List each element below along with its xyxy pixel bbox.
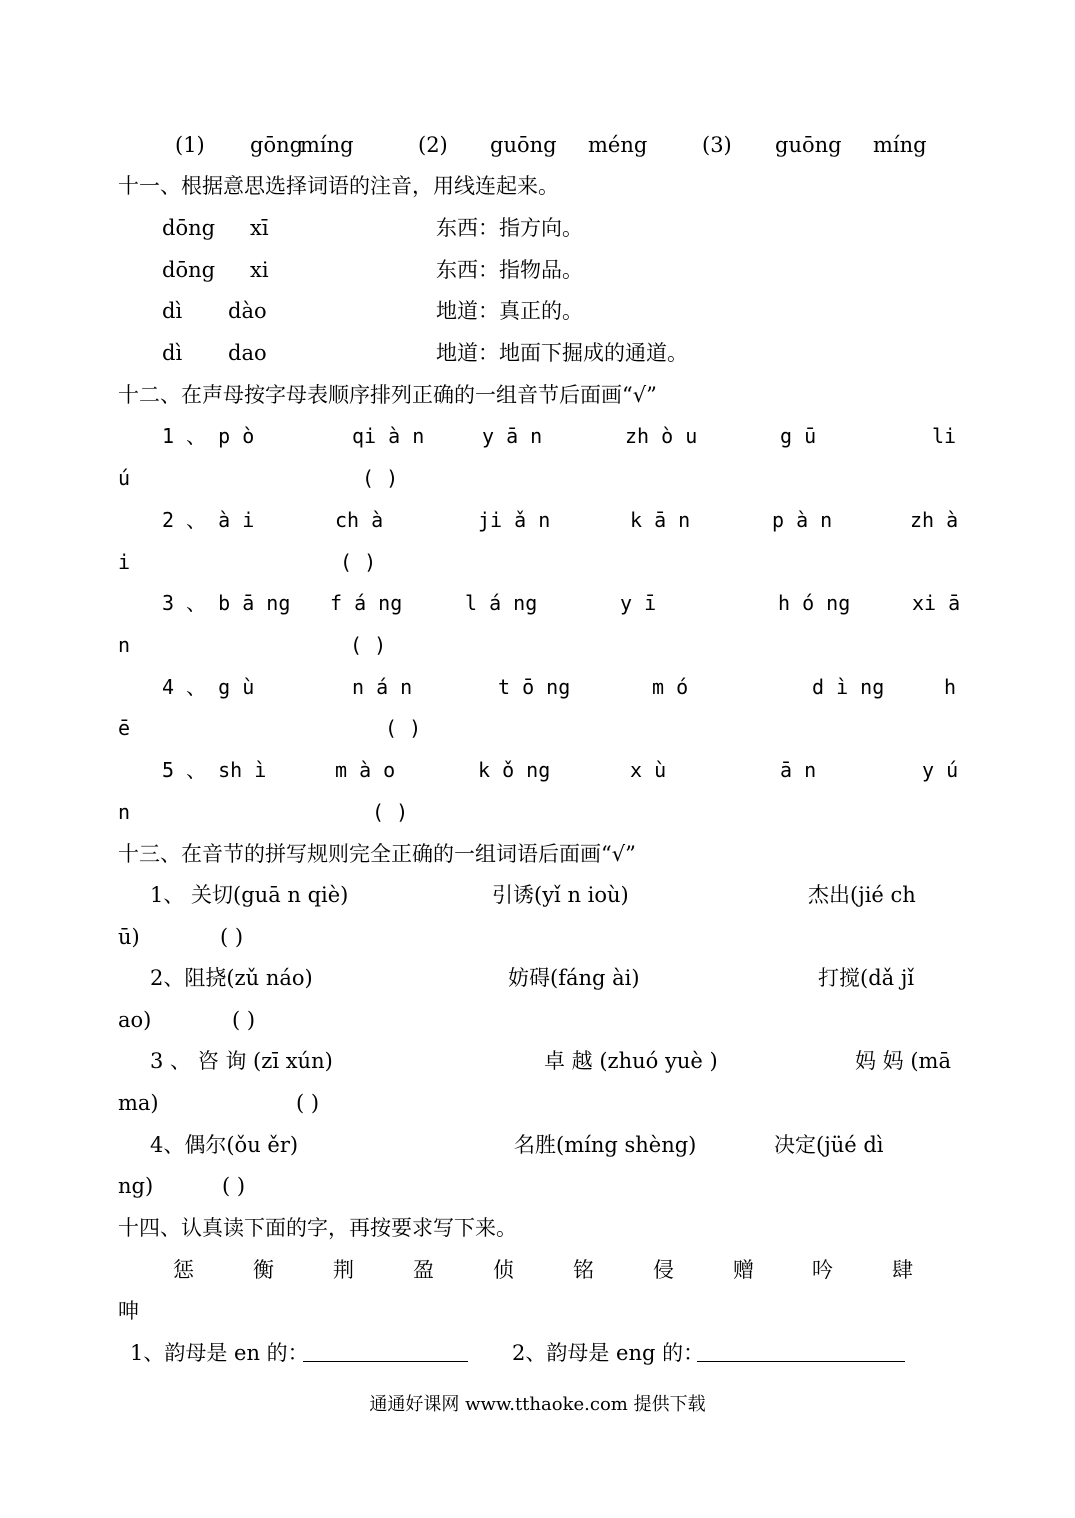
char-1: 惩 bbox=[173, 1258, 194, 1282]
question-en: 1、韵母是 en 的： bbox=[130, 1341, 309, 1365]
char-7: 侵 bbox=[653, 1258, 674, 1282]
s13-row4-word2: 名胜(míng shèng) bbox=[514, 1133, 697, 1157]
section-14-title: 十四、认真读下面的字，再按要求写下来。 bbox=[118, 1216, 517, 1240]
s12-row4-tail: ē bbox=[118, 716, 131, 740]
option-2-syl1: guōng bbox=[490, 133, 557, 157]
s12-row3-cell6: xi ā bbox=[912, 591, 961, 615]
s12-row4-cell5: d ì ng bbox=[812, 675, 885, 699]
s13-row2-answer: ( ) bbox=[232, 1008, 256, 1032]
s12-row1-tail: ú bbox=[118, 466, 131, 490]
section-11-title: 十一、根据意思选择词语的注音，用线连起来。 bbox=[118, 174, 559, 198]
s12-row3-cell4: y ī bbox=[620, 591, 657, 615]
s13-row2-word3: 打搅(dǎ jǐ bbox=[818, 966, 915, 990]
s12-row3-cell3: l á ng bbox=[465, 591, 538, 615]
option-1-syl1: gōng bbox=[250, 133, 304, 157]
s12-row4-answer: ( ) bbox=[385, 716, 422, 740]
pinyin-a-3: dì bbox=[162, 299, 183, 323]
char-3: 荆 bbox=[333, 1258, 354, 1282]
meaning-4: 地道：地面下掘成的通道。 bbox=[436, 341, 688, 365]
char-8: 赠 bbox=[733, 1258, 754, 1282]
s12-row5-cell4: x ù bbox=[630, 758, 667, 782]
s13-row3-tail: ma) bbox=[118, 1091, 159, 1115]
s12-row5-cell6: y ú bbox=[922, 758, 959, 782]
pinyin-b-4: dao bbox=[228, 341, 267, 365]
meaning-3: 地道：真正的。 bbox=[436, 299, 583, 323]
s13-row3-word3: 妈 妈 (mā bbox=[855, 1049, 951, 1073]
option-3-syl1: guōng bbox=[775, 133, 842, 157]
s12-row5-cell5: ā n bbox=[780, 758, 817, 782]
pinyin-a-2: dōng bbox=[162, 258, 216, 282]
pinyin-a-4: dì bbox=[162, 341, 183, 365]
char-10: 肆 bbox=[892, 1258, 913, 1282]
meaning-2: 东西：指物品。 bbox=[436, 258, 583, 282]
s12-row1-cell4: zh ò u bbox=[625, 424, 698, 448]
char-5: 侦 bbox=[493, 1258, 514, 1282]
pinyin-b-1: xī bbox=[250, 216, 269, 240]
char-2: 衡 bbox=[253, 1258, 274, 1282]
char-4: 盈 bbox=[413, 1258, 434, 1282]
char-9: 吟 bbox=[812, 1258, 833, 1282]
answer-line-en[interactable] bbox=[303, 1361, 468, 1362]
s12-row2-tail: i bbox=[118, 550, 131, 574]
s13-row4-tail: ng) bbox=[118, 1174, 154, 1198]
s12-row4-cell6: h bbox=[944, 675, 957, 699]
s12-row5-cell1: 5 、 sh ì bbox=[162, 758, 267, 782]
char-11: 呻 bbox=[118, 1299, 139, 1323]
s12-row5-tail: n bbox=[118, 800, 131, 824]
pinyin-b-3: dào bbox=[228, 299, 267, 323]
s13-row4-answer: ( ) bbox=[222, 1174, 246, 1198]
s13-row2-tail: ao) bbox=[118, 1008, 152, 1032]
s13-row2-word2: 妨碍(fáng ài) bbox=[508, 966, 640, 990]
s12-row3-tail: n bbox=[118, 633, 131, 657]
s13-row1-answer: ( ) bbox=[220, 925, 244, 949]
s12-row5-answer: ( ) bbox=[372, 800, 409, 824]
s12-row1-cell1: 1 、 p ò bbox=[162, 424, 255, 448]
s12-row2-answer: ( ) bbox=[340, 550, 377, 574]
s12-row3-answer: ( ) bbox=[350, 633, 387, 657]
option-1-syl2: míng bbox=[300, 133, 354, 157]
s12-row1-cell3: y ā n bbox=[482, 424, 543, 448]
option-3-syl2: míng bbox=[873, 133, 927, 157]
option-1-num: (1) bbox=[175, 133, 205, 157]
s13-row3-word2: 卓 越 (zhuó yuè ) bbox=[544, 1049, 718, 1073]
pinyin-b-2: xi bbox=[250, 258, 269, 282]
answer-line-eng[interactable] bbox=[697, 1361, 905, 1362]
s12-row3-cell5: h ó ng bbox=[778, 591, 851, 615]
s12-row1-cell5: g ū bbox=[780, 424, 817, 448]
s12-row4-cell2: n á n bbox=[352, 675, 413, 699]
section-12-title: 十二、在声母按字母表顺序排列正确的一组音节后面画“√” bbox=[118, 383, 657, 407]
s12-row5-cell3: k ǒ ng bbox=[478, 758, 551, 782]
s12-row5-cell2: m à o bbox=[335, 758, 396, 782]
s12-row2-cell3: ji ǎ n bbox=[478, 508, 551, 532]
s12-row2-cell2: ch à bbox=[335, 508, 384, 532]
s13-row1-word2: 引诱(yǐ n ioù) bbox=[492, 883, 629, 907]
s12-row3-cell2: f á ng bbox=[330, 591, 403, 615]
s13-row1-tail: ū) bbox=[118, 925, 140, 949]
s12-row4-cell4: m ó bbox=[652, 675, 689, 699]
s13-row1-word3: 杰出(jié ch bbox=[808, 883, 916, 907]
s13-row3-answer: ( ) bbox=[296, 1091, 320, 1115]
footer-source: 通通好课网 www.tthaoke.com 提供下载 bbox=[369, 1394, 706, 1415]
option-2-num: (2) bbox=[418, 133, 448, 157]
pinyin-a-1: dōng bbox=[162, 216, 216, 240]
s12-row4-cell1: 4 、 g ù bbox=[162, 675, 255, 699]
meaning-1: 东西：指方向。 bbox=[436, 216, 583, 240]
s13-row1-word1: 1、 关切(guā n qiè) bbox=[150, 883, 349, 907]
s12-row1-cell2: qi à n bbox=[352, 424, 425, 448]
s12-row2-cell1: 2 、 à i bbox=[162, 508, 255, 532]
s13-row4-word1: 4、偶尔(ǒu ěr) bbox=[150, 1133, 299, 1157]
s12-row2-cell4: k ā n bbox=[630, 508, 691, 532]
s13-row4-word3: 决定(jüé dì bbox=[774, 1133, 884, 1157]
option-3-num: (3) bbox=[702, 133, 732, 157]
s12-row1-cell6: li bbox=[932, 424, 957, 448]
s12-row1-answer: ( ) bbox=[362, 466, 399, 490]
s12-row4-cell3: t ō ng bbox=[498, 675, 571, 699]
s13-row2-word1: 2、阻挠(zǔ náo) bbox=[150, 966, 313, 990]
s12-row2-cell6: zh à bbox=[910, 508, 959, 532]
section-13-title: 十三、在音节的拼写规则完全正确的一组词语后面画“√” bbox=[118, 842, 636, 866]
char-6: 铭 bbox=[573, 1258, 594, 1282]
s12-row3-cell1: 3 、 b ā ng bbox=[162, 591, 291, 615]
s12-row2-cell5: p à n bbox=[772, 508, 833, 532]
option-2-syl2: méng bbox=[588, 133, 648, 157]
s13-row3-word1: 3 、 咨 询 (zī xún) bbox=[150, 1049, 333, 1073]
question-eng: 2、韵母是 eng 的： bbox=[512, 1341, 705, 1365]
